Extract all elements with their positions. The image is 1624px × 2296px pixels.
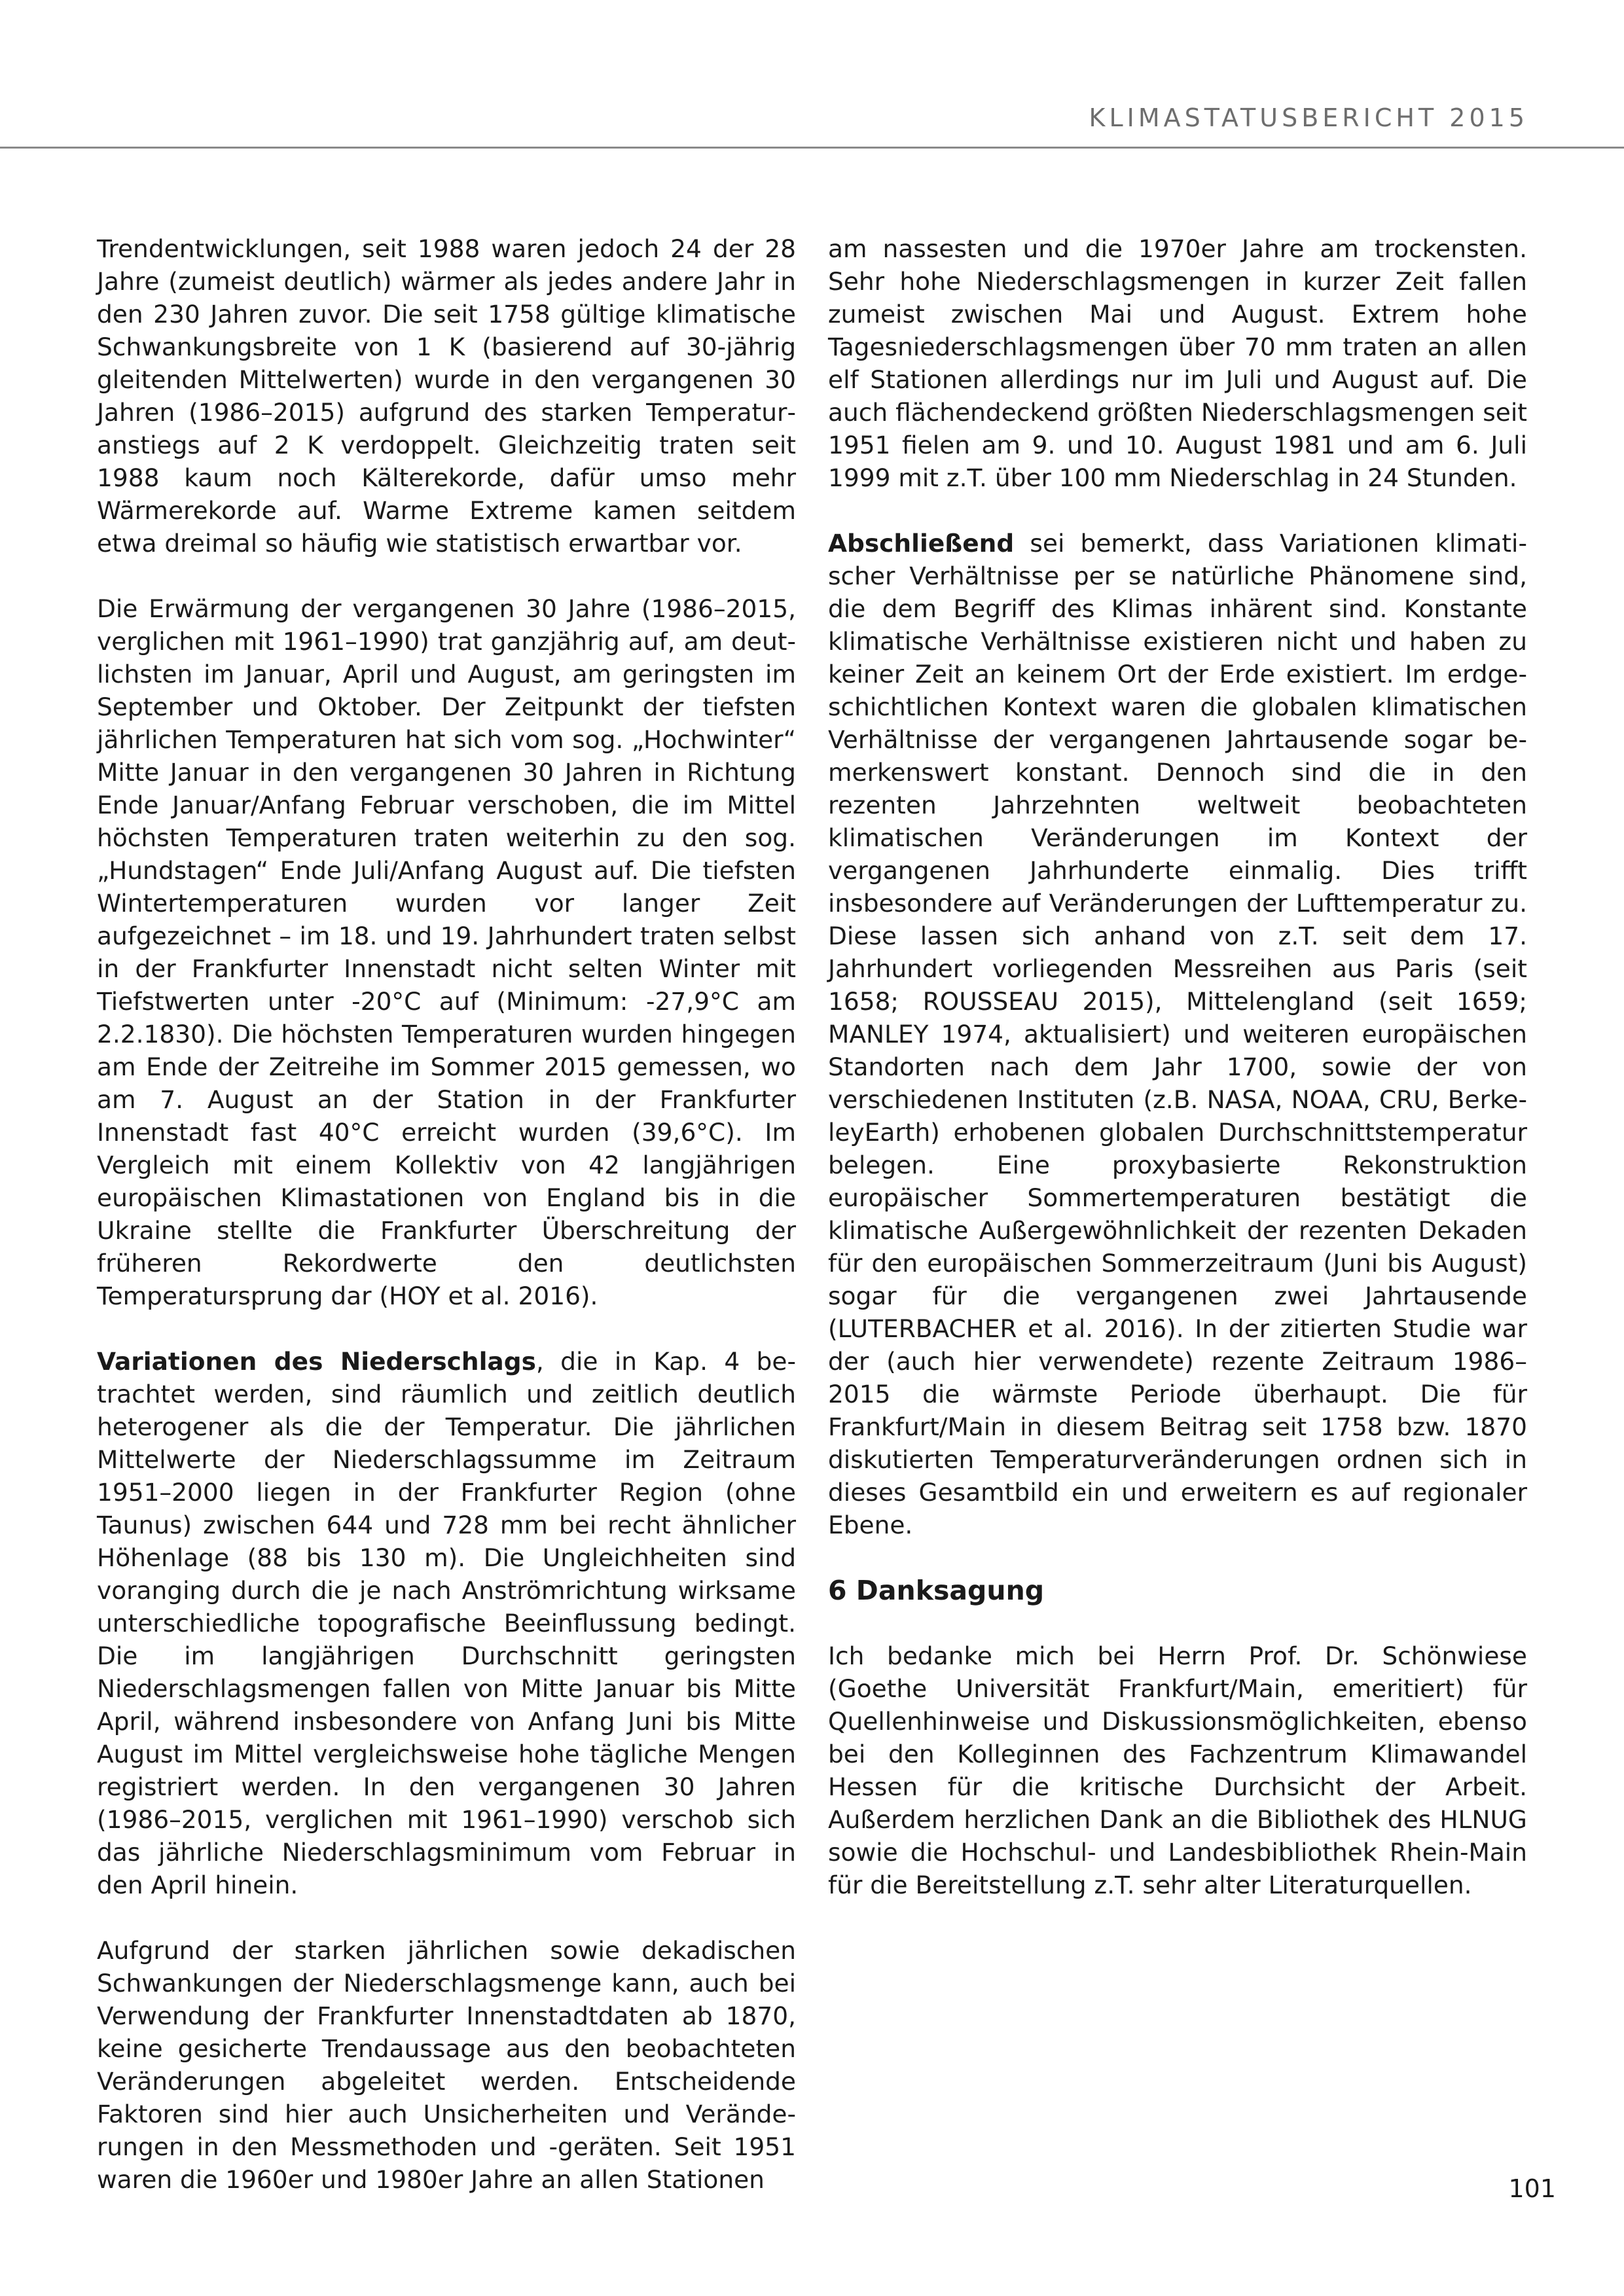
- paragraph-wettest: am nassesten und die 1970er Jahre am trockensten. Sehr hohe Niederschlagsmengen in kurzer Zeit fallen zumeist zwischen Mai und August. Extrem hohe Tagesniederschlagsmengen über 70 mm traten an allen elf Stationen allerdings nur im Juli und August auf. Die auch flächendeckend größten Niederschlagsmengen seit 1951 fielen am 9. und 10. August 1981 und am 6. Juli 1999 mit z.T. über 100 mm Niederschlag in 24 Stunden.: [828, 234, 1527, 492]
- right-column: [828, 232, 1527, 1934]
- paragraph-lead-bold: Variationen des Niederschlags: [97, 1347, 536, 1376]
- paragraph-body: sei bemerkt, dass Variationen klimatischer Verhältnisse per se natürliche Phänomene sind, die dem Begriff des Klimas inhärent sind. Konstante klimatische Verhältnisse existieren nicht und haben zu keiner Zeit an keinem Ort der Erde existiert. Im erdgeschichtlichen Kontext waren die globalen klimatischen Verhältnisse der vergangenen Jahrtausende sogar bemerkenswert konstant. Dennoch sind die in den rezenten Jahrzehnten weltweit beobachteten klimatischen Veränderungen im Kontext der vergangenen Jahrhunderte einmalig. Dies trifft insbesondere auf Veränderungen der Lufttemperatur zu. Diese lassen sich anhand von z.T. seit dem 17. Jahrhundert vorliegenden Messreihen aus Paris (seit 1658; ROUSSEAU 2015), Mittelengland (seit 1659; MANLEY 1974, aktualisiert) und weiteren europäischen Standorten nach dem Jahr 1700, sowie der von verschiedenen Instituten (z.B. NASA, NOAA, CRU, BerkeleyEarth) erhobenen globalen Durchschnittstemperatur belegen. Eine proxybasierte Rekonstruktion europäischer Sommertemperaturen bestätigt die klimatische Außergewöhnlichkeit der rezenten Dekaden für den europäischen Sommerzeitraum (Juni bis August) sogar für die vergangenen zwei Jahrtausende (LUTERBACHER et al. 2016). In der zitierten Studie war der (auch hier verwendete) rezente Zeitraum 1986–2015 die wärmste Periode überhaupt. Die für Frankfurt/Main in diesem Beitrag seit 1758 bzw. 1870 diskutierten Temperaturveränderungen ordnen sich in dieses Gesamtbild ein und erweitern es auf regionaler Ebene.: [828, 529, 1527, 1539]
- paragraph-conclusion: [828, 527, 1527, 1541]
- header-divider: [0, 147, 1624, 149]
- paragraph-trend: Trendentwicklungen, seit 1988 waren jedoch 24 der 28 Jahre (zumeist deutlich) wärmer als jedes andere Jahr in den 230 Jahren zuvor. Die seit 1758 gültige klimatische Schwankungsbreite von 1 K (basierend auf 30-jährig gleitenden Mittelwerten) wurde in den vergangenen 30 Jahren (1986–2015) aufgrund des starken Temperaturanstiegs auf 2 K verdoppelt. Gleichzeitig traten seit 1988 kaum noch Kälterekorde, dafür umso mehr Wärmerekorde auf. Warme Extreme kamen seitdem etwa dreimal so häufig wie statistisch erwartbar vor.: [97, 234, 796, 558]
- left-column: [97, 232, 796, 2229]
- paragraph-fluctuations: Aufgrund der starken jährlichen sowie dekadischen Schwankungen der Niederschlagsmenge kann, auch bei Verwendung der Frankfurter Innenstadtdaten ab 1870, keine gesicherte Trendaussage aus den beobachteten Veränderungen abgeleitet werden. Entscheidende Faktoren sind hier auch Unsicherheiten und Veränderungen in den Messmethoden und -geräten. Seit 1951 waren die 1960er und 1980er Jahre an allen Stationen: [97, 1936, 796, 2194]
- section-heading-acknowledgements: 6 Danksagung: [828, 1575, 1045, 1606]
- paragraph-lead-bold: Abschließend: [828, 529, 1015, 558]
- paragraph-warming: Die Erwärmung der vergangenen 30 Jahre (1986–2015, verglichen mit 1961–1990) trat ganzjährig auf, am deutlichsten im Januar, April und August, am geringsten im September und Oktober. Der Zeitpunkt der tiefsten jährlichen Temperaturen hat sich vom sog. „Hochwinter“ Mitte Januar in den vergangenen 30 Jahren in Richtung Ende Januar/Anfang Februar verschoben, die im Mittel höchsten Temperaturen traten weiterhin zu den sog. „Hundstagen“ Ende Juli/Anfang August auf. Die tiefsten Wintertemperaturen wurden vor langer Zeit aufgezeichnet – im 18. und 19. Jahrhundert traten selbst in der Frankfurter Innenstadt nicht selten Winter mit Tiefstwerten unter -20°C auf (Minimum: -27,9°C am 2.2.1830). Die höchsten Temperaturen wurden hingegen am Ende der Zeitreihe im Sommer 2015 gemessen, wo am 7. August an der Station in der Frankfurter Innenstadt fast 40°C erreicht wurden (39,6°C). Im Vergleich mit einem Kollektiv von 42 langjährigen europäischen Klimastationen von England bis in die Ukraine stellte die Frankfurter Überschreitung der früheren Rekordwerte den deutlichsten Temperatursprung dar (HOY et al. 2016).: [97, 594, 796, 1310]
- paragraph-precipitation: [97, 1345, 796, 1901]
- page-number: 101: [1508, 2174, 1556, 2203]
- running-header: KLIMASTATUSBERICHT 2015: [1089, 103, 1528, 132]
- paragraph-acknowledgements: Ich bedanke mich bei Herrn Prof. Dr. Schönwiese (Goethe Universität Frankfurt/Main, emeritiert) für Quellenhinweise und Diskussionsmöglichkeiten, ebenso bei den Kolleginnen des Fachzentrum Klimawandel Hessen für die kritische Durchsicht der Arbeit. Außerdem herzlichen Dank an die Bibliothek des HLNUG sowie die Hochschul- und Landesbibliothek Rhein-Main für die Bereitstellung z.T. sehr alter Literaturquellen.: [828, 1641, 1527, 1899]
- paragraph-body: , die in Kap. 4 betrachtet werden, sind räumlich und zeitlich deutlich heterogener als die der Temperatur. Die jährlichen Mittelwerte der Niederschlagssumme im Zeitraum 1951–2000 liegen in der Frankfurter Region (ohne Taunus) zwischen 644 und 728 mm bei recht ähnlicher Höhenlage (88 bis 130 m). Die Ungleichheiten sind voranging durch die je nach Anströmrichtung wirksame unterschiedliche topografische Beeinflussung bedingt. Die im langjährigen Durchschnitt geringsten Niederschlagsmengen fallen von Mitte Januar bis Mitte April, während insbesondere von Anfang Juni bis Mitte August im Mittel vergleichsweise hohe tägliche Mengen registriert werden. In den vergangenen 30 Jahren (1986–2015, verglichen mit 1961–1990) verschob sich das jährliche Niederschlagsminimum vom Februar in den April hinein.: [97, 1347, 796, 1899]
